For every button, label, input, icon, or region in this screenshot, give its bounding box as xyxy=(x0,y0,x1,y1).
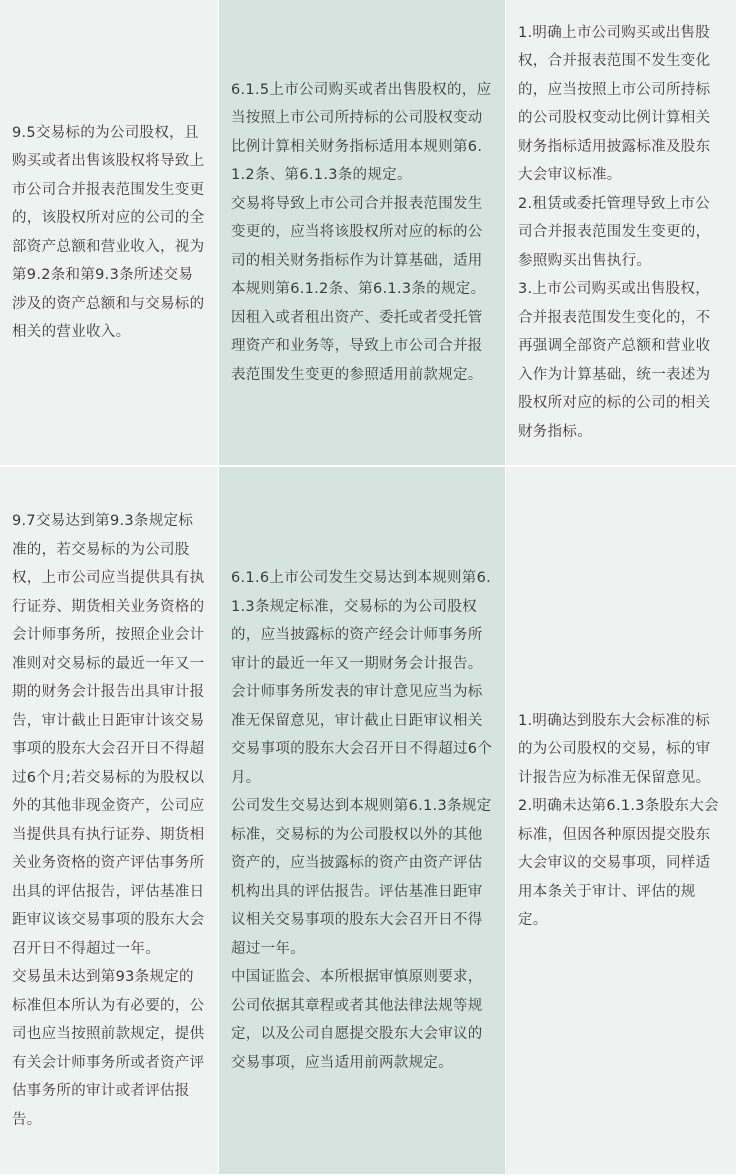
row1-change-note-1: 1.明确上市公司购买或出售股权，合并报表范围不发生变化的，应当按照上市公司所持标的公司股权变动比例计算相关财务指标适用披露标准及股东大会审议标准。 xyxy=(518,24,711,184)
row2-new-rule-paragraph-1: 6.1.6上市公司发生交易达到本规则第6.1.3条规定标准，交易标的为公司股权的，应当披露标的资产经会计师事务所审计的最近一年又一期财务会计报告。会计师事务所发表的审计意见应当为标准无保留意见，审计截止日距审议相关交易事项的股东大会召开日不得超过6个月。 xyxy=(231,570,493,786)
row1-old-rule-cell xyxy=(0,0,219,467)
row2-old-rule-paragraph-1: 9.7交易达到第9.3条规定标准的，若交易标的为公司股权，上市公司应当提供具有执行证券、期货相关业务资格的会计师事务所，按照企业会计准则对交易标的最近一年又一期的财务会计报告出具审计报告，审计截止日距审计该交易事项的股东大会召开日不得超过6个月;若交易标的为股权以外的其他非现金资产，公司应当提供具有执行证券、期货相关业务资格的资产评估事务所出具的评估报告，评估基准日距审议该交易事项的股东大会召开日不得超过一年。 xyxy=(12,513,205,957)
row2-change-note-cell xyxy=(506,467,737,1176)
row1-new-rule-paragraph-1: 6.1.5上市公司购买或者出售股权的，应当按照上市公司所持标的公司股权变动比例计算相关财务指标适用本规则第6.1.2条、第6.1.3条的规定。 xyxy=(231,81,492,184)
row2-change-note-1: 1.明确达到股东大会标准的标的为公司股权的交易，标的审计报告应为标准无保留意见。 xyxy=(518,712,711,786)
row1-change-note-3: 3.上市公司购买或出售股权，合并报表范围发生变化的，不再强调全部资产总额和营业收入作为计算基础，统一表述为股权所对应的标的公司的相关财务指标。 xyxy=(518,281,711,440)
row1-new-rule-paragraph-2: 交易将导致上市公司合并报表范围发生变更的，应当将该股权所对应的标的公司的相关财务指标作为计算基础，适用本规则第6.1.2条、第6.1.3条的规定。 xyxy=(231,195,486,298)
row1-new-rule-paragraph-3: 因租入或者租出资产、委托或者受托管理资产和业务等，导致上市公司合并报表范围发生变更的参照适用前款规定。 xyxy=(231,309,483,383)
row2-old-rule-cell xyxy=(0,467,219,1176)
row2-new-rule-paragraph-2: 公司发生交易达到本规则第6.1.3条规定标准，交易标的为公司股权以外的其他资产的，应当披露标的资产由资产评估机构出具的评估报告。评估基准日距审议相关交易事项的股东大会召开日不得超过一年。 xyxy=(231,798,492,957)
row2-change-note-2: 2.明确未达第6.1.3条股东大会标准，但因各种原因提交股东大会审议的交易事项，同样适用本条关于审计、评估的规定。 xyxy=(518,798,719,928)
row1-change-note-cell xyxy=(506,0,737,467)
row1-change-note-2: 2.租赁或委托管理导致上市公司合并报表范围发生变更的，参照购买出售执行。 xyxy=(518,195,711,269)
row1-old-rule-paragraph: 9.5交易标的为公司股权，且购买或者出售该股权将导致上市公司合并报表范围发生变更的，该股权所对应的公司的全部资产总额和营业收入，视为第9.2条和第9.3条所述交易涉及的资产总额和与交易标的相关的营业收入。 xyxy=(12,124,205,340)
row2-old-rule-paragraph-2: 交易虽未达到第93条规定的标准但本所认为有必要的，公司也应当按照前款规定，提供有关会计师事务所或者资产评估事务所的审计或者评估报告。 xyxy=(12,969,205,1128)
row2-new-rule-paragraph-3: 中国证监会、本所根据审慎原则要求，公司依据其章程或者其他法律法规等规定，以及公司自愿提交股东大会审议的交易事项，应当适用前两款规定。 xyxy=(231,969,483,1071)
row2-new-rule-cell xyxy=(219,467,506,1176)
row1-new-rule-cell xyxy=(219,0,506,467)
